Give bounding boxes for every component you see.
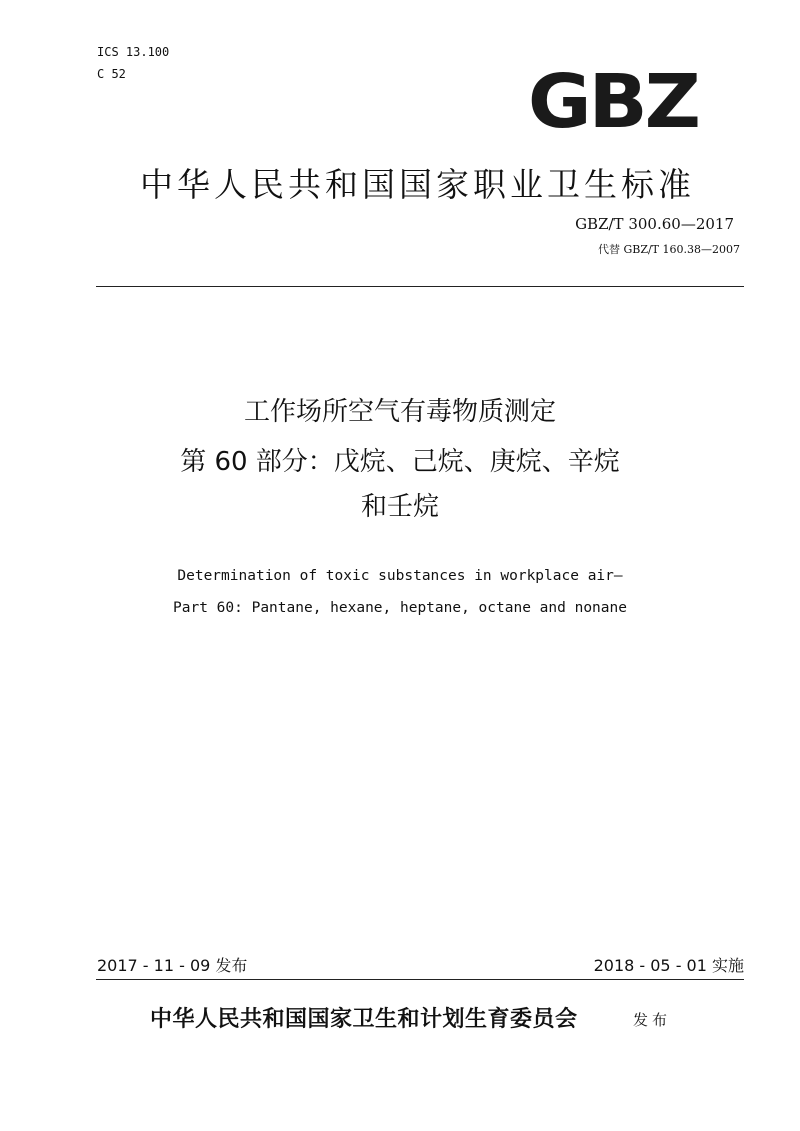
standard-category-title: 中华人民共和国国家职业卫生标准 [140, 165, 695, 204]
standard-number: GBZ/T 300.60—2017 [575, 215, 734, 233]
ics-code: ICS 13.100 [97, 45, 170, 59]
header-divider [96, 286, 744, 287]
effective-date: 2018 - 05 - 01 实施 [593, 956, 744, 975]
title-cn-line-1: 工作场所空气有毒物质测定 [243, 397, 556, 427]
ccs-code: C 52 [97, 67, 126, 81]
title-en-line-2: Part 60: Pantane, hexane, heptane, octane and nonane [173, 600, 627, 616]
title-cn-line-3: 和壬烷 [360, 492, 439, 522]
replaces-standard: 代替 GBZ/T 160.38—2007 [597, 243, 740, 256]
issue-label: 发布 [633, 1011, 672, 1029]
footer-divider [96, 979, 744, 980]
classification-codes [97, 41, 169, 85]
title-cn-line-2: 第 60 部分：戊烷、己烷、庚烷、辛烷 [180, 447, 620, 477]
issuing-authority: 中华人民共和国国家卫生和计划生育委员会 [150, 1006, 578, 1032]
gbz-logo: GBZ [528, 59, 698, 145]
title-en-line-1: Determination of toxic substances in workplace air— [177, 568, 623, 584]
publish-date: 2017 - 11 - 09 发布 [97, 956, 248, 975]
